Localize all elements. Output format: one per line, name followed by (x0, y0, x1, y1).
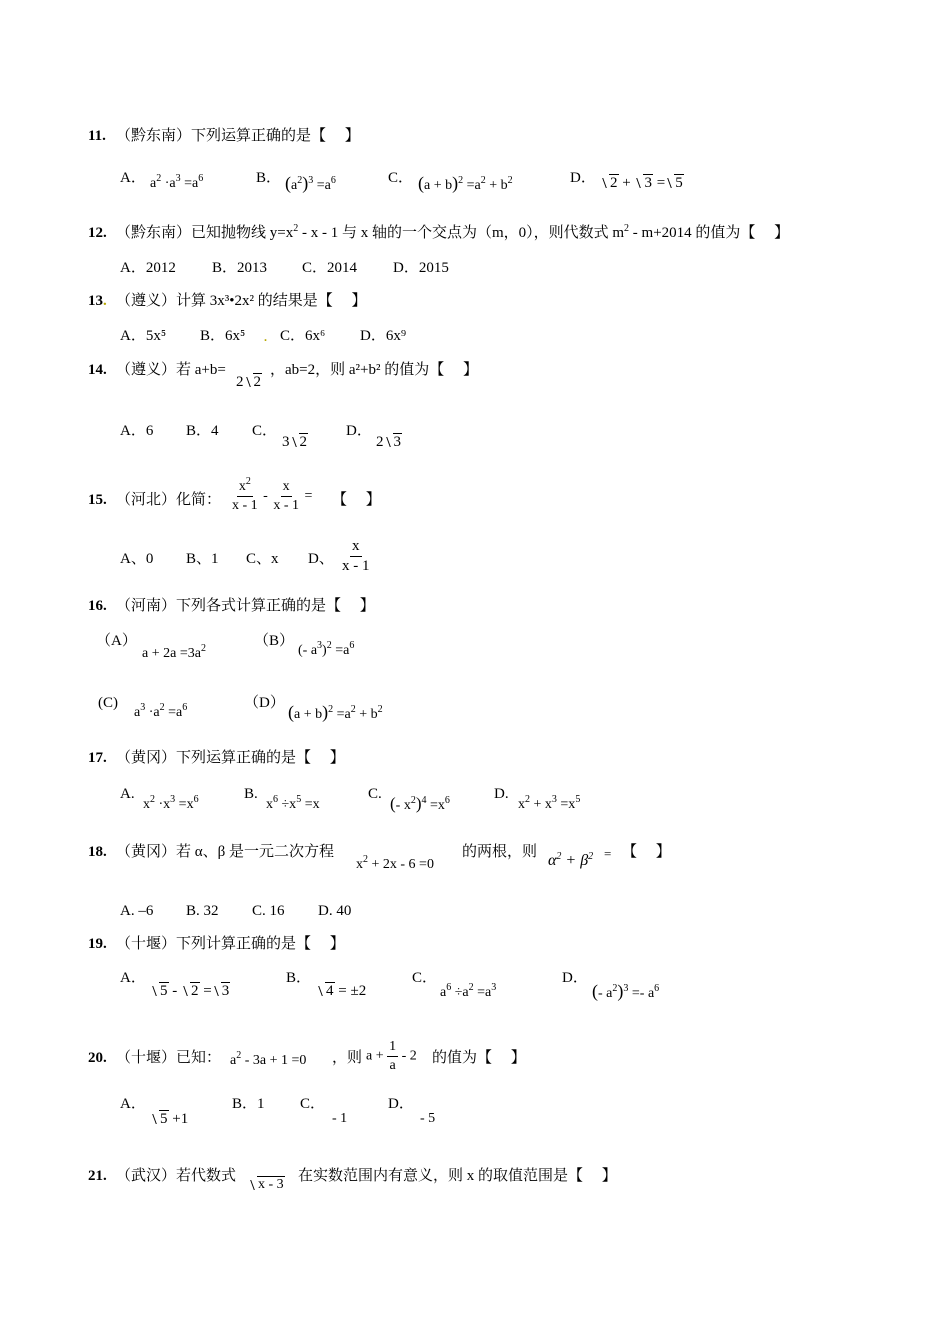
option-c: C．2014 (302, 260, 358, 276)
option-d-formula: $(a + b)^2 =a^2 + b^2$ (288, 702, 383, 722)
question-text: （黄冈）若 α、β 是一元二次方程 (116, 844, 334, 860)
option-b-formula: 4 = ±2 (316, 982, 366, 999)
option-d-label: D． (346, 423, 372, 439)
option-c-label: (C) (98, 695, 118, 711)
question-text: （黄冈）下列运算正确的是【 】 (116, 750, 345, 766)
question-text-cont: 的两根，则 (462, 844, 538, 860)
option-d-formula: 2 3 (376, 434, 401, 450)
option-a-formula: 5 - 2 = 3 (150, 982, 230, 999)
option-b-formula: $(a^2)^3 =a^6$ (285, 173, 336, 193)
option-d-label: D、 (308, 551, 334, 567)
question-text-cont: 在实数范围内有意义，则 x 的取值范围是【 】 (298, 1168, 617, 1184)
option-b-label: B． (256, 170, 282, 186)
option-c-formula: $(a + b)^2 =a^2 + b^2$ (418, 173, 513, 193)
alpha-beta-expression: $\alpha^2 + \beta^2$ (548, 851, 594, 869)
option-a-formula: $a + 2a =3a^2$ (142, 643, 206, 661)
question-number: 20. (88, 1050, 107, 1066)
option-c-formula: $a^6 \div a^2 =a^3$ (440, 982, 497, 1000)
option-a: A．2012 (120, 260, 176, 276)
option-a-formula: $x^2 \cdot x^3 =x^6$ (143, 794, 199, 812)
option-b-formula: (- $a^3)^2 =a^6$ (298, 640, 355, 658)
question-text: （十堰）下列计算正确的是【 】 (116, 936, 345, 952)
option-d: D．2015 (393, 260, 449, 276)
option-b-label: B. (244, 786, 258, 802)
sum-value-formula: 2 2 (236, 374, 261, 390)
option-b: B．2013 (212, 260, 268, 276)
stray-dot: . (264, 330, 267, 344)
option-d-label: D． (570, 170, 596, 186)
option-c: C、x (246, 551, 279, 567)
option-d-label: （D） (244, 695, 285, 711)
option-b: B．1 (232, 1096, 265, 1112)
option-c-formula: (- $x^2)^4 =x^6$ (390, 794, 450, 813)
question-number: 14. (88, 362, 107, 378)
option-a-label: （A） (96, 633, 137, 649)
option-a-label: A． (120, 1096, 146, 1112)
option-d-formula: (- $a^2)^3 =- a^6$ (592, 981, 660, 1001)
given-equation: $a^2 - 3a + 1 =0$ (230, 1050, 307, 1068)
question-text: （河南）下列各式计算正确的是【 】 (116, 598, 375, 614)
question-number: 11. (88, 128, 106, 144)
option-c-label: C. (368, 786, 382, 802)
answer-bracket: 【 】 (622, 844, 671, 860)
option-b-label: （B） (254, 633, 295, 649)
option-a-formula: $a^2 \cdot a^3 =a^6$ (150, 173, 204, 191)
option-c-formula: $a^3 \cdot a^2 =a^6$ (134, 702, 188, 720)
option-d-label: D． (562, 970, 588, 986)
question-text-cont: ，ab=2，则 a²+b² 的值为【 】 (270, 362, 478, 378)
question-number: 12. (88, 225, 107, 241)
question-number: 18. (88, 844, 107, 860)
option-c-label: C． (388, 170, 414, 186)
question-text: （武汉）若代数式 (116, 1168, 237, 1184)
option-a-label: A． (120, 970, 146, 986)
question-number: 19. (88, 936, 107, 952)
question-number: 16. (88, 598, 107, 614)
option-a: A、0 (120, 551, 154, 567)
question-number: 17. (88, 750, 107, 766)
option-a: A．5x⁵ (120, 328, 167, 344)
option-c-label: C． (300, 1096, 326, 1112)
option-c-formula: - 1 (332, 1111, 348, 1126)
option-a-formula: 5 +1 (150, 1110, 188, 1127)
option-b-label: B． (286, 970, 312, 986)
question-number: 13. (88, 293, 107, 309)
radical-expression: x - 3 (248, 1176, 285, 1192)
option-a: A．6 (120, 423, 154, 439)
option-c-label: C． (412, 970, 438, 986)
option-d-label: D. (494, 786, 509, 802)
option-a: A. –6 (120, 903, 154, 919)
simplify-expression: $\frac{x^2}{x - 1}$ - $\frac{x}{x - 1}$ = (232, 476, 313, 513)
option-b: B、1 (186, 551, 219, 567)
option-a-label: A． (120, 170, 146, 186)
option-d-label: D． (388, 1096, 414, 1112)
option-c-label: C． (252, 423, 278, 439)
option-b-formula: $x^6 \div x^5 =x$ (266, 794, 320, 812)
option-a-label: A. (120, 786, 135, 802)
option-d: D．6x⁹ (360, 328, 407, 344)
option-d-formula: $x^2 + x^3 =x^5$ (518, 794, 581, 812)
question-text: （河北）化简： (116, 492, 222, 508)
quadratic-equation: $x^2 + 2x - 6 =0$ (356, 854, 434, 872)
question-number: 15. (88, 492, 107, 508)
option-b: B．4 (186, 423, 219, 439)
question-text: （黔东南）已知抛物线 $y=x^2 - x - 1$ 与 x 轴的一个交点为（m，0），则代数式 $m^2 - m+2014$ 的值为【 】 (116, 223, 790, 241)
question-text: （十堰）已知： (116, 1050, 222, 1066)
option-d: D. 40 (318, 903, 352, 919)
option-c-formula: 3 2 (282, 434, 307, 450)
option-c: C. 16 (252, 903, 285, 919)
question-text: （遵义）计算 3x³•2x² 的结果是【 】 (116, 293, 367, 309)
question-text-cont: ，则 (332, 1050, 363, 1066)
option-d-formula: - 5 (420, 1111, 436, 1126)
option-d-formula: $\frac{x}{x - 1}$ (342, 538, 370, 574)
target-expression: a + $\frac{1}{a}$ - 2 (366, 1039, 417, 1073)
answer-bracket: 【 】 (332, 492, 381, 508)
option-b: B. 32 (186, 903, 219, 919)
equals-sign: = (604, 846, 612, 861)
option-b: B．6x⁵ (200, 328, 246, 344)
option-d-formula: 2 + 3 = 5 (600, 174, 684, 191)
option-c: C．6x⁶ (280, 328, 326, 344)
question-text: （遵义）若 a+b= (116, 362, 226, 378)
question-number: 21. (88, 1168, 107, 1184)
question-text-end: 的值为【 】 (432, 1050, 526, 1066)
question-text: （黔东南）下列运算正确的是【 】 (116, 128, 360, 144)
